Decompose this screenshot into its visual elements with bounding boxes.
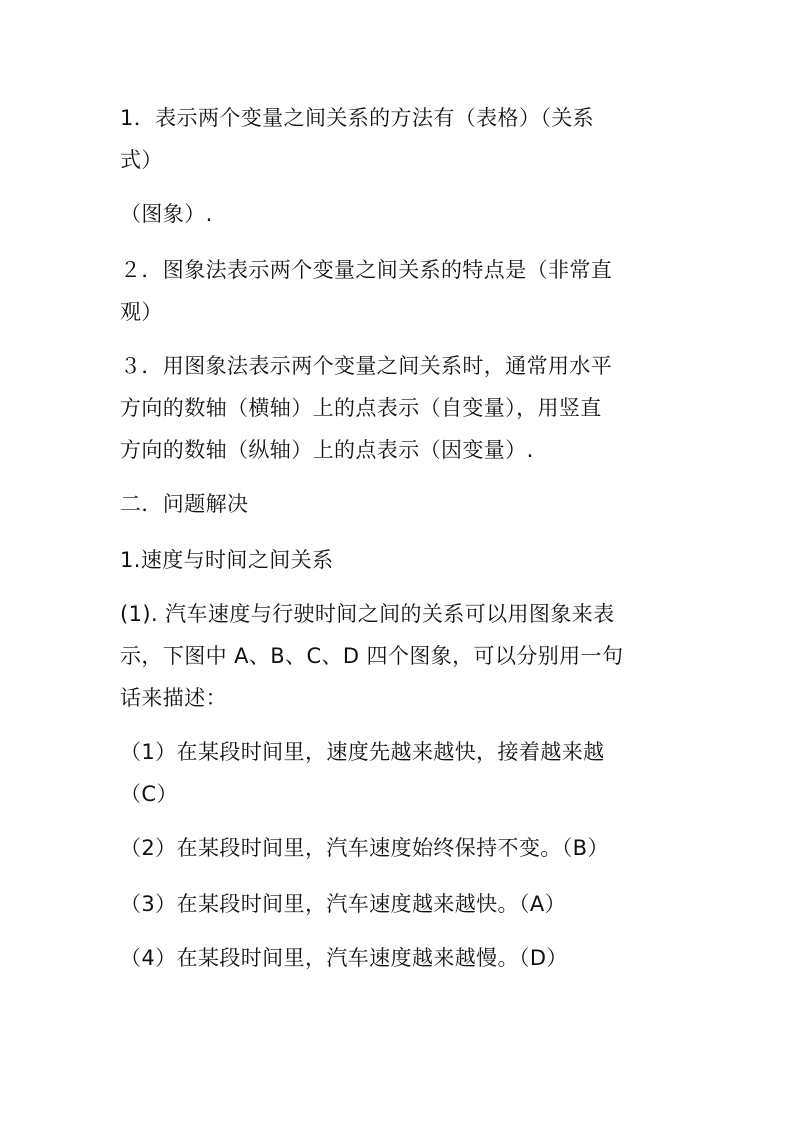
text-line-3: （图象）. bbox=[120, 202, 213, 226]
text-line-5: 观） bbox=[120, 300, 163, 324]
text-line-18: （4）在某段时间里，汽车速度越来越慢。（D） bbox=[120, 946, 568, 970]
text-line-8: 方向的数轴（纵轴）上的点表示（因变量）. bbox=[120, 438, 534, 462]
text-line-2: 式） bbox=[120, 148, 163, 172]
text-line-11: (1). 汽车速度与行驶时间之间的关系可以用图象来表 bbox=[120, 602, 615, 626]
text-line-1: 1．表示两个变量之间关系的方法有（表格）（关系 bbox=[120, 106, 595, 130]
text-line-12: 示，下图中 A、B、C、D 四个图象，可以分别用一句 bbox=[120, 644, 624, 668]
text-line-7: 方向的数轴（横轴）上的点表示（自变量），用竖直 bbox=[120, 396, 602, 420]
text-line-13: 话来描述： bbox=[120, 686, 227, 710]
text-line-16: （2）在某段时间里，汽车速度始终保持不变。（B） bbox=[120, 836, 609, 860]
text-line-14: （1）在某段时间里，速度先越来越快，接着越来越 bbox=[120, 740, 605, 764]
text-line-15: （C） bbox=[120, 782, 178, 806]
section-heading: 二．问题解决 bbox=[120, 492, 249, 516]
text-line-6: ３．用图象法表示两个变量之间关系时，通常用水平 bbox=[120, 354, 613, 378]
text-line-17: （3）在某段时间里，汽车速度越来越快。（A） bbox=[120, 892, 567, 916]
subsection-heading: 1.速度与时间之间关系 bbox=[120, 548, 334, 572]
text-line-4: ２．图象法表示两个变量之间关系的特点是（非常直 bbox=[120, 258, 613, 282]
